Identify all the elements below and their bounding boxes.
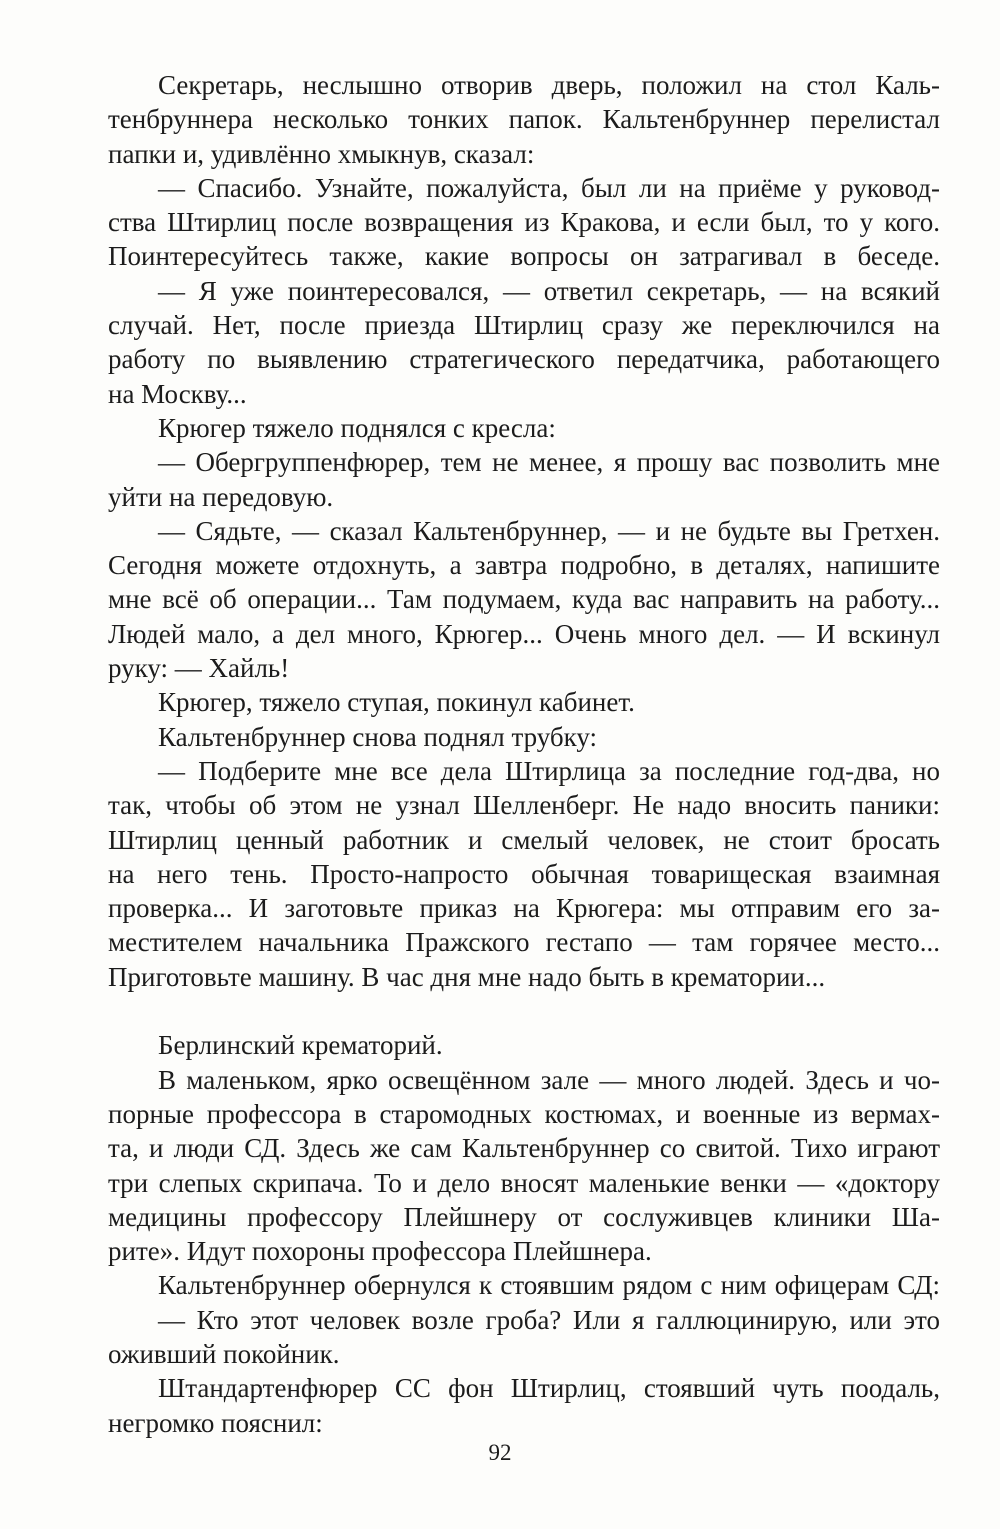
paragraph [108,171,940,274]
text-line: Крюгер тяжело поднялся с кресла: [158,412,556,443]
text-line: так, чтобы об этом не узнал Шелленберг. Не надо вносить паники: [108,790,940,821]
paragraph [108,754,940,994]
text-line: — Подберите мне все дела Штирлица за последние год-два, но [158,755,940,786]
paragraph [108,1371,940,1440]
text-line: Штандартенфюрер СС фон Штирлиц, стоявший чуть поодаль, [158,1373,940,1404]
text-line: Штирлиц ценный работник и смелый человек, не стоит бросать [108,824,940,855]
text-line: на него тень. Просто-напросто обычная товарищеская взаимная [108,858,940,889]
text-line: В маленьком, ярко освещённом зале — много людей. Здесь и чо- [158,1064,940,1095]
text-line: Приготовьте машину. В час дня мне надо быть в крематории... [108,961,826,992]
text-line: Берлинский крематорий. [158,1030,443,1061]
paragraph [108,514,940,685]
paragraph [108,274,940,411]
paragraph [108,68,940,171]
text-line: порные профессора в старомодных костюмах, и военные из вермах- [108,1098,940,1129]
text-line: медицины профессору Плейшнеру от сослуживцев клиники Ша- [108,1201,940,1232]
text-line: оживший покойник. [108,1338,340,1369]
text-line: Крюгер, тяжело ступая, покинул кабинет. [158,687,635,718]
paragraph [108,1303,940,1372]
text-line: — Обергруппенфюрер, тем не менее, я прошу вас позволить мне [158,447,940,478]
section-break [108,994,940,1028]
text-line: мне всё об операции... Там подумаем, куда вас направить на работу... [108,584,940,615]
paragraph [108,720,940,754]
text-line: ства Штирлиц после возвращения из Кракова, и если был, то у кого. [108,207,940,238]
page-body [108,68,940,1440]
text-line: на Москву... [108,378,247,409]
text-line: — Спасибо. Узнайте, пожалуйста, был ли на приёме у руковод- [158,172,940,203]
text-line: — Кто этот человек возле гроба? Или я галлюцинирую, или это [158,1304,940,1335]
text-line: уйти на передовую. [108,481,334,512]
text-line: три слепых скрипача. То и дело вносят маленькие венки — «доктору [108,1167,940,1198]
text-line: — Я уже поинтересовался, — ответил секретарь, — на всякий [158,275,940,306]
text-line: руку: — Хайль! [108,653,290,684]
paragraph [108,1028,940,1062]
text-line: рите». Идут похороны профессора Плейшнера. [108,1236,652,1267]
text-line: Сегодня можете отдохнуть, а завтра подробно, в деталях, напишите [108,550,940,581]
text-line: Кальтенбруннер снова поднял трубку: [158,721,597,752]
page-number: 92 [488,1440,512,1465]
text-line: работу по выявлению стратегического передатчика, работающего [108,344,940,375]
text-line: та, и люди СД. Здесь же сам Кальтенбруннер со свитой. Тихо играют [108,1133,940,1164]
paragraph [108,685,940,719]
text-line: местителем начальника Пражского гестапо — там горячее место... [108,927,940,958]
text-line: Кальтенбруннер обернулся к стоявшим рядом с ним офицерам СД: [158,1270,940,1301]
text-line: случай. Нет, после приезда Штирлиц сразу же переключился на [108,310,940,341]
paragraph [108,1268,940,1302]
paragraph [108,1063,940,1269]
paragraph [108,445,940,514]
text-line: Секретарь, неслышно отворив дверь, положил на стол Каль- [158,70,940,100]
paragraph [108,411,940,445]
text-line: тенбруннера несколько тонких папок. Кальтенбруннер перелистал [108,104,940,135]
text-line: папки и, удивлённо хмыкнув, сказал: [108,138,535,169]
text-line: негромко пояснил: [108,1407,323,1438]
text-line: Поинтересуйтесь также, какие вопросы он затрагивал в беседе. [108,241,940,272]
text-line: — Сядьте, — сказал Кальтенбруннер, — и не будьте вы Гретхен. [158,515,940,546]
text-line: Людей мало, а дел много, Крюгер... Очень много дел. — И вскинул [108,618,940,649]
text-line: проверка... И заготовьте приказ на Крюгера: мы отправим его за- [108,893,940,924]
